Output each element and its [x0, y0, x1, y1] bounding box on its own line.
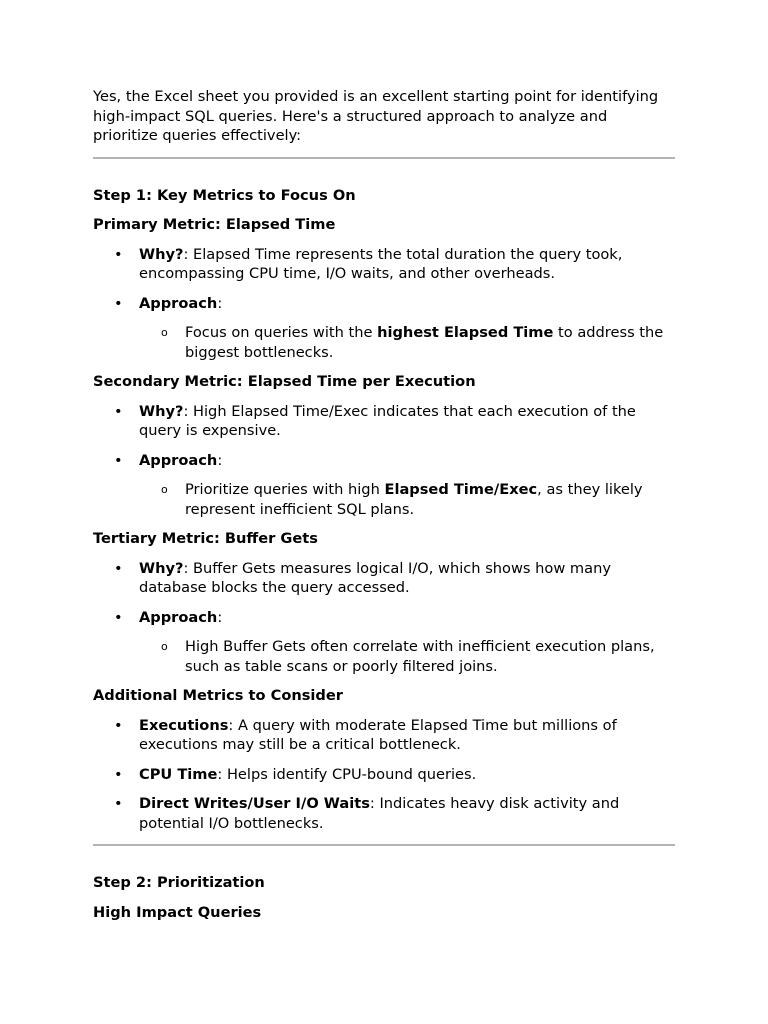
approach-colon: : [217, 608, 223, 626]
step2-heading: Step 2: Prioritization [93, 874, 265, 891]
metric-label: Executions [139, 716, 229, 734]
intro-paragraph: Yes, the Excel sheet you provided is an excellent starting point for identifying high-impact SQL queries. Here's a structured approach to analyze and prioritize queries effectively: [93, 88, 659, 144]
why-text: : High Elapsed Time/Exec indicates that each execution of the query is expensive. [139, 402, 636, 439]
list-item [93, 559, 675, 598]
approach-label: Approach [139, 294, 218, 312]
divider [93, 157, 675, 159]
approach-label: Approach [139, 608, 218, 626]
sub-text: to address the biggest bottlenecks. [185, 324, 664, 361]
secondary-metric-list [93, 402, 675, 520]
list-item [93, 765, 675, 785]
additional-metrics-heading: Additional Metrics to Consider [93, 687, 343, 704]
metric-text: : A query with moderate Elapsed Time but millions of executions may still be a critical bottleneck. [139, 716, 617, 753]
list-item [93, 294, 675, 363]
metric-label: CPU Time [139, 765, 218, 783]
approach-sublist [139, 323, 675, 362]
list-item [93, 608, 675, 677]
list-item [93, 716, 675, 755]
metric-label: Direct Writes/User I/O Waits [139, 795, 370, 812]
tertiary-metric-list [93, 559, 675, 677]
secondary-metric-heading: Secondary Metric: Elapsed Time per Execution [93, 373, 476, 390]
approach-label: Approach [139, 451, 218, 469]
why-label: Why? [139, 559, 184, 577]
approach-colon: : [217, 451, 223, 469]
sub-bold: Elapsed Time/Exec [384, 481, 538, 498]
approach-colon: : [217, 294, 223, 312]
sub-list-item: o High Buffer Gets often correlate with inefficient execution plans, such as table scans or poorly filtered joins. [139, 637, 675, 676]
sub-list-item [139, 323, 675, 362]
list-item [93, 402, 675, 441]
tertiary-metric-heading: Tertiary Metric: Buffer Gets [93, 530, 318, 547]
why-label: Why? [139, 245, 184, 263]
metric-text: : Indicates heavy disk activity and potential I/O bottlenecks. [139, 795, 620, 832]
approach-sublist [139, 637, 675, 676]
why-label: Why? [139, 402, 184, 420]
sub-text: Prioritize queries with high [185, 481, 385, 498]
list-item [93, 451, 675, 520]
list-item [93, 245, 675, 284]
metric-text: : Helps identify CPU-bound queries. [217, 765, 477, 783]
why-text: : Elapsed Time represents the total duration the query took, encompassing CPU time, I/O waits, and other overheads. [139, 245, 623, 282]
list-item [93, 794, 675, 833]
additional-metrics-list [93, 716, 675, 834]
sub-bold: highest Elapsed Time [377, 324, 554, 341]
divider [93, 844, 675, 846]
step1-heading: Step 1: Key Metrics to Focus On [93, 186, 356, 204]
document-body [93, 87, 675, 922]
sub-list-item [139, 480, 675, 519]
sub-text: Focus on queries with the [185, 324, 378, 341]
primary-metric-list [93, 245, 675, 363]
sub-text: , as they likely represent inefficient SQL plans. [185, 481, 643, 518]
approach-sublist [139, 480, 675, 519]
primary-metric-heading: Primary Metric: Elapsed Time [93, 216, 336, 233]
why-text: : Buffer Gets measures logical I/O, which shows how many database blocks the query accessed. [139, 559, 611, 596]
high-impact-queries-heading: High Impact Queries [93, 903, 262, 921]
